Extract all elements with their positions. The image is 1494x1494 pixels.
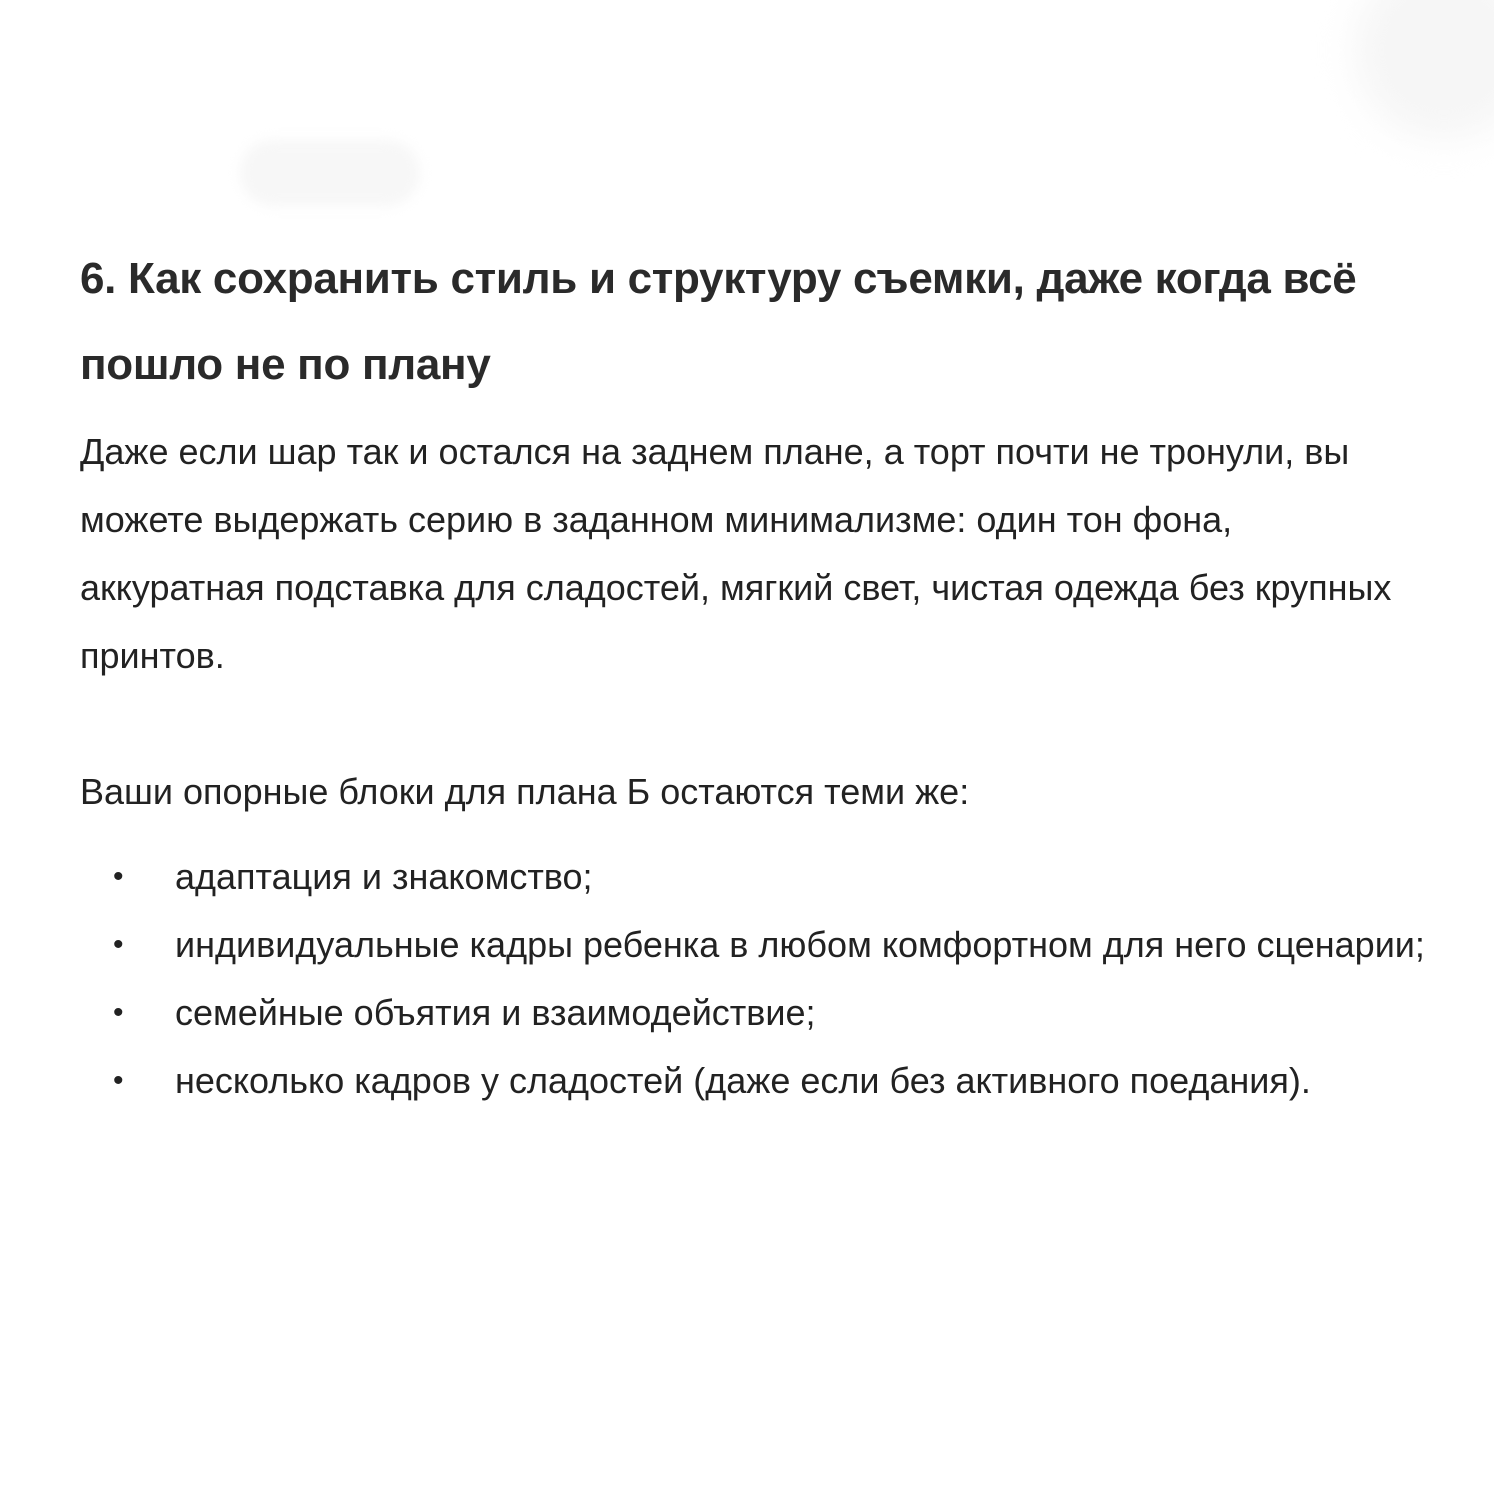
article-content [80,236,1460,1115]
list-item [80,911,1455,979]
bullet-icon: • [113,1064,124,1097]
list-item-text: индивидуальные кадры ребенка в любом комфортном для него сценарии; [175,924,1425,965]
list-item [80,979,1455,1047]
corner-shade [1354,0,1494,140]
list-item [80,1047,1455,1115]
list-item-text: адаптация и знакомство; [175,856,593,897]
bullet-icon: • [113,860,124,893]
bullet-list [80,843,1460,1115]
faded-decorative-shape [240,140,420,206]
list-item [80,843,1455,911]
list-item-text: несколько кадров у сладостей (даже если без активного поедания). [175,1060,1311,1101]
list-intro: Ваши опорные блоки для плана Б остаются теми же: [80,771,970,812]
list-item-text: семейные объятия и взаимодействие; [175,992,816,1033]
bullet-icon: • [113,996,124,1029]
bullet-icon: • [113,928,124,961]
body-paragraph: Даже если шар так и остался на заднем плане, а торт почти не тронули, вы можете выдержать серию в заданном минимализме: один тон фона, аккуратная подставка для сладостей, мягкий свет, чистая одежда без крупных принтов. [80,431,1392,676]
section-heading: 6. Как сохранить стиль и структуру съемки, даже когда всё пошло не по плану [80,254,1357,389]
